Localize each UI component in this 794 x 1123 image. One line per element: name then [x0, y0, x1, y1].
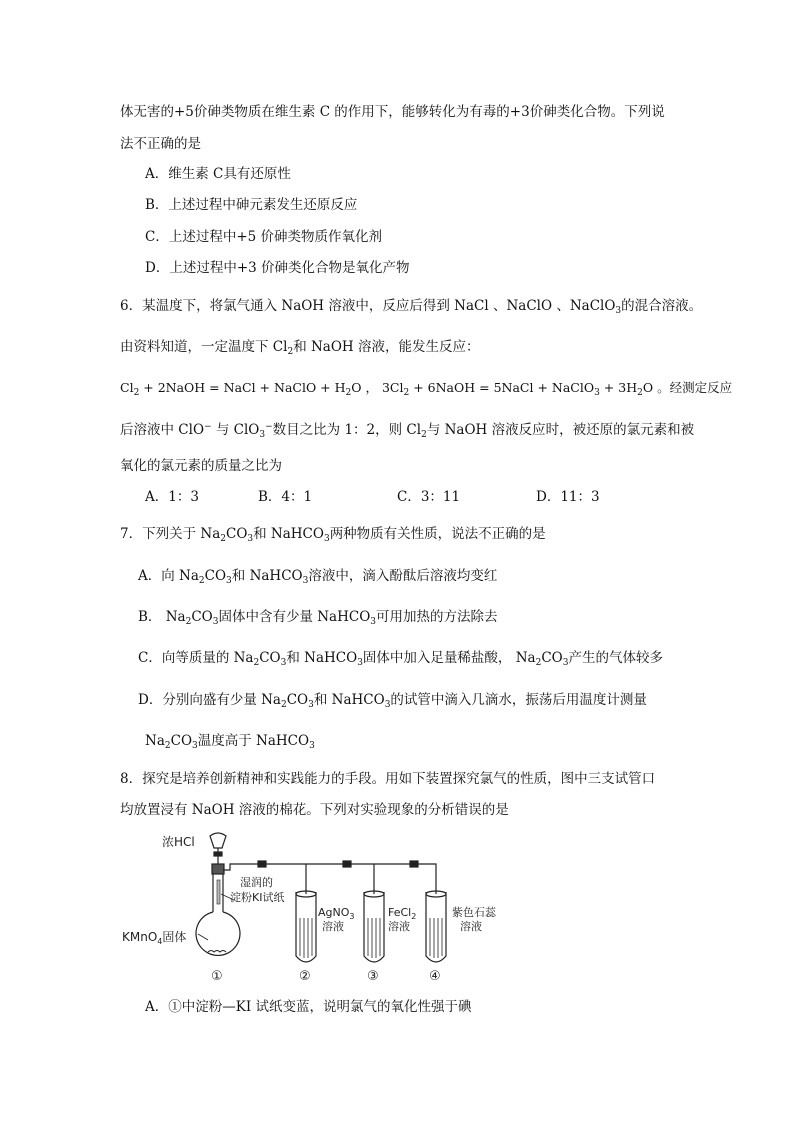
q5-option-b: B．上述过程中砷元素发生还原反应: [145, 197, 358, 213]
q6-stem-line5: 氧化的氯元素的质量之比为: [120, 458, 282, 474]
round-flask: [196, 912, 240, 955]
q6-option-d: D．11：3: [536, 489, 600, 505]
q6-stem-line1: 6．某温度下，将氯气通入 NaOH 溶液中，反应后得到 NaCl 、NaClO 、NaClO$_3$的混合溶液。: [120, 298, 703, 316]
q6-option-a: A．1：3: [145, 489, 199, 505]
label-n4: ④: [429, 969, 441, 984]
q7-option-d-line2: $Na_2CO_3$温度高于 NaHCO$_3$: [145, 733, 315, 751]
test-tube-2: [296, 892, 316, 962]
label-agno3: AgNO$_3$: [318, 906, 355, 921]
q5-option-c: C．上述过程中+5 价砷类物质作氧化剂: [145, 229, 383, 245]
label-n2: ②: [299, 969, 311, 984]
q7-option-b: B． $Na_2CO_3$固体中含有少量 NaHCO$_3$可用加热的方法除去: [138, 609, 498, 627]
q8-option-a: A．①中淀粉—KI 试纸变蓝，说明氯气的氧化性强于碘: [145, 999, 472, 1015]
test-tube-3: [364, 892, 384, 962]
label-ki-paper-1: 湿润的: [240, 876, 273, 889]
q5-option-d: D．上述过程中+3 价砷类化合物是氧化产物: [145, 260, 410, 276]
q7-option-d: D．分别向盛有少量 $Na_2CO_3$和 NaHCO$_3$的试管中滴入几滴水，振荡后用温度计测量: [138, 692, 647, 710]
label-fecl2: FeCl$_2$: [388, 906, 417, 921]
label-ki-paper-2: 淀粉KI试纸: [230, 891, 285, 904]
q6-option-c: C．3：11: [397, 489, 461, 505]
q8-stem-line1: 8．探究是培养创新精神和实践能力的手段。用如下装置探究氯气的性质，图中三支试管口: [120, 771, 656, 787]
label-solution-4: 溶液: [460, 920, 482, 933]
funnel-body: [210, 833, 226, 848]
apparatus-figure: [118, 828, 508, 986]
label-solution-3: 溶液: [388, 920, 410, 933]
q6-equations: $Cl_2$ + 2NaOH = NaCl + NaClO + $H_2O$ ， $3Cl_2$ + 6NaOH = 5NaCl + NaClO$_3$ + $3H_2O$ 。经测定反应: [120, 380, 733, 398]
q6-stem-line2: 由资料知道，一定温度下 $Cl_2$和 NaOH 溶液，能发生反应：: [120, 339, 480, 357]
q5-stem-line1: 体无害的+5价砷类物质在维生素 C 的作用下，能够转化为有毒的+3价砷类化合物。下列说: [120, 104, 665, 120]
label-solution-2: 溶液: [322, 920, 344, 933]
q5-stem-line2: 法不正确的是: [120, 136, 201, 152]
q8-stem-line2: 均放置浸有 NaOH 溶液的棉花。下列对实验现象的分析错误的是: [120, 802, 509, 818]
q6-stem-line4: 后溶液中 ClO− 与 ClO$_3$−数目之比为 1：2，则 $Cl_2$与 NaOH 溶液反应时，被还原的氯元素和被: [120, 422, 695, 440]
q7-stem: 7．下列关于 $Na_2CO_3$和 NaHCO$_3$两种物质有关性质，说法不正确的是: [120, 526, 546, 544]
label-litmus: 紫色石蕊: [452, 906, 496, 919]
q7-option-a: A．向 $Na_2CO_3$和 NaHCO$_3$溶液中，滴入酚酞后溶液均变红: [138, 568, 498, 586]
label-kmno4: KMnO$_4$固体: [122, 930, 187, 946]
label-conc-hcl: 浓HCl: [162, 835, 195, 849]
q7-option-c: C．向等质量的 $Na_2CO_3$和 NaHCO$_3$固体中加入足量稀盐酸， $Na_2CO_3$产生的气体较多: [138, 650, 663, 668]
label-n1: ①: [211, 969, 223, 984]
label-n3: ③: [367, 969, 379, 984]
q5-option-a: A．维生素 C具有还原性: [145, 166, 291, 182]
test-tube-4: [426, 892, 446, 962]
q6-option-b: B．4：1: [258, 489, 313, 505]
